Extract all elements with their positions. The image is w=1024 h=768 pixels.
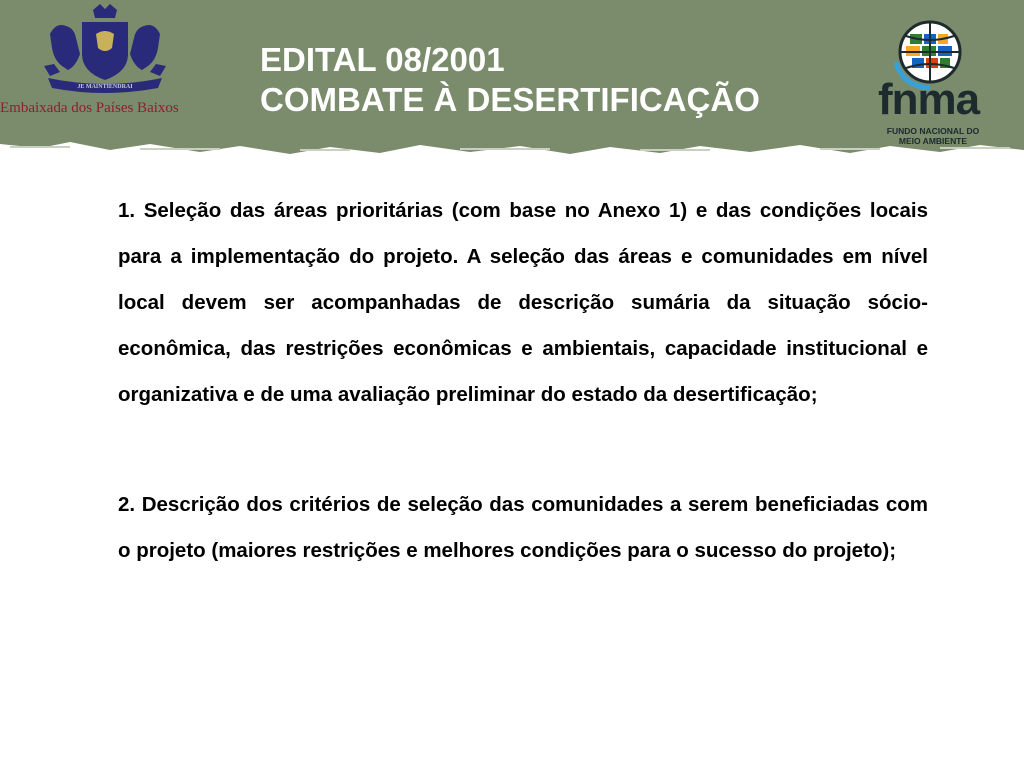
embassy-name: Embaixada dos Países Baixos <box>0 100 179 116</box>
fnma-wordmark: fnma <box>878 75 980 124</box>
page-title <box>260 40 880 120</box>
motto-text: JE MAINTIENDRAI <box>77 84 133 90</box>
paragraph-1: 1. Seleção das áreas prioritárias (com base no Anexo 1) e das condições locais para a implementação do projeto. A seleção das áreas e comunidades em nível local devem ser acompanhadas de descrição sumária da situação sócio-econômica, das restrições econômicas e ambientais, capacidade institucional e organizativa e de uma avaliação preliminar do estado da desertificação; <box>118 199 928 406</box>
title-line-1: EDITAL 08/2001 <box>260 41 505 78</box>
fnma-subtitle <box>878 126 988 146</box>
body-content <box>118 188 928 574</box>
fnma-subtitle-line-1: FUNDO NACIONAL DO <box>886 126 980 136</box>
torn-edge-decoration <box>0 138 1024 176</box>
netherlands-coat-of-arms-icon <box>30 4 180 100</box>
title-line-2: COMBATE À DESERTIFICAÇÃO <box>260 81 760 118</box>
paragraph-2: 2. Descrição dos critérios de seleção das comunidades a serem beneficiadas com o projeto (maiores restrições e melhores condições para o sucesso do projeto); <box>118 493 928 562</box>
fnma-subtitle-line-2: MEIO AMBIENTE <box>898 136 968 146</box>
header-banner <box>0 0 1024 176</box>
